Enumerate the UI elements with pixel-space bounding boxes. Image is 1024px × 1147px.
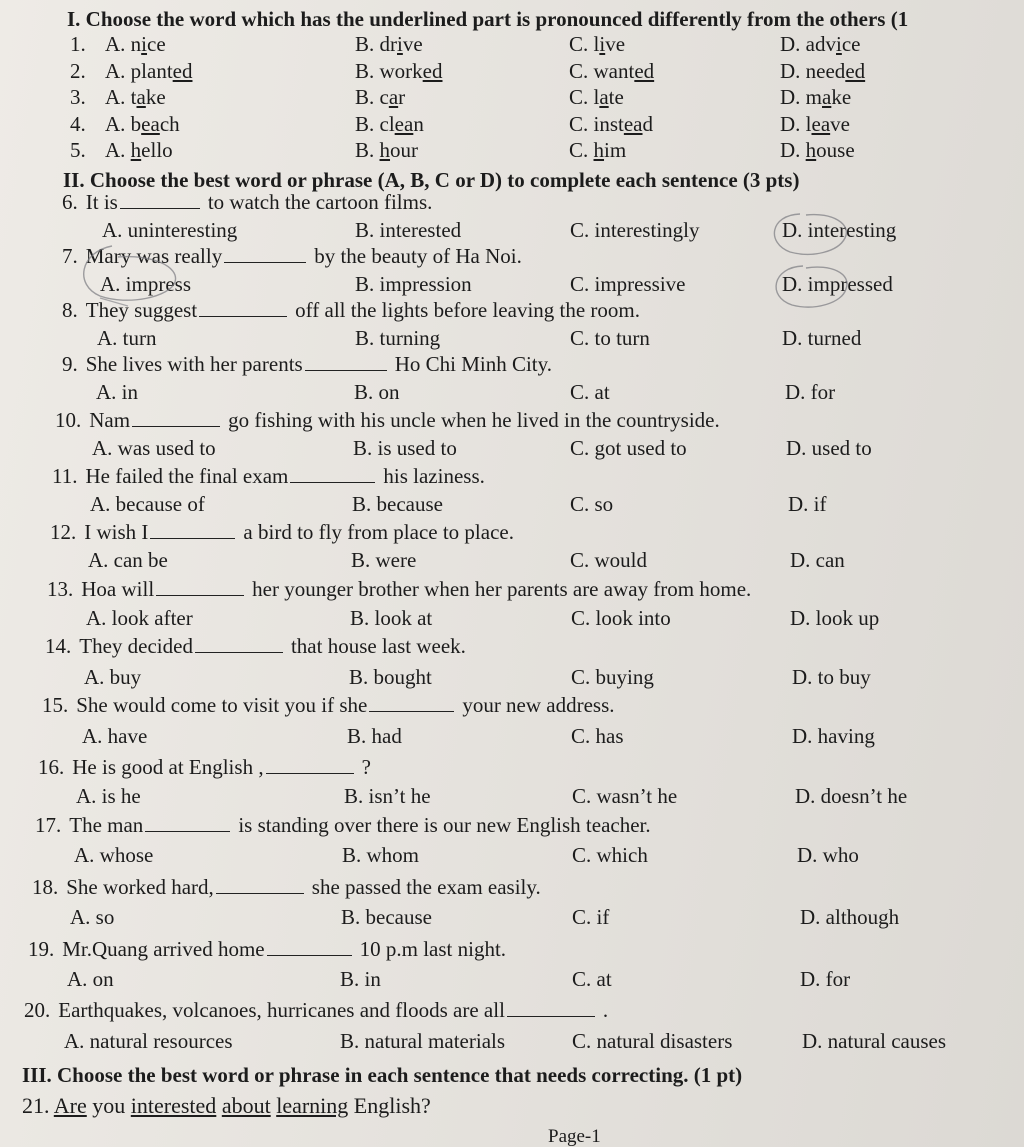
sentence-text: go fishing with his uncle when he lived in the countryside. [228,408,720,432]
option-text: B. cl [355,112,395,136]
answer-blank[interactable] [266,757,354,774]
page-number: Page-1 [548,1126,601,1147]
option-b[interactable]: B. bought [349,665,432,689]
question-number: 3. [70,85,86,109]
option-a[interactable]: A. impress [100,272,191,296]
underlined-part: a [599,85,609,109]
option-a[interactable]: A. whose [74,843,154,867]
sentence-text: his laziness. [383,464,485,488]
option-d[interactable]: D. having [792,724,875,748]
option-text: C. want [569,59,635,83]
sentence-text: They decided [79,634,193,658]
underlined-part: h [130,138,142,162]
underlined-part: ed [172,59,193,83]
option-text: A. plant [105,59,173,83]
sentence-text: by the beauty of Ha Noi. [314,244,522,268]
question-number: 16. [38,755,65,779]
option-d[interactable] [780,112,850,136]
option-text: ve [402,32,423,56]
option-d[interactable]: D. although [800,905,900,929]
sentence-text: you [92,1093,126,1118]
option-a[interactable] [105,138,173,162]
option-c[interactable]: C. has [571,724,624,748]
answer-blank[interactable] [199,300,287,317]
option-d[interactable]: D. turned [782,326,862,350]
sentence-text: ? [361,755,371,779]
option-text: B. c [355,85,389,109]
option-text: ce [841,32,861,56]
option-b[interactable] [355,138,418,162]
underlined-word-b: interested [130,1093,217,1118]
option-c[interactable]: C. impressive [570,272,686,296]
option-a[interactable]: A. natural resources [64,1029,233,1053]
option-a[interactable] [105,59,192,83]
sentence-text: The man [69,813,144,837]
option-text: d [642,112,654,136]
underlined-part: ed [634,59,655,83]
option-a[interactable]: A. can be [88,548,168,572]
option-text: A. n [105,32,142,56]
underlined-part: h [379,138,391,162]
question-number: 14. [45,634,72,658]
question-number: 12. [50,520,77,544]
sentence-text: your new address. [462,693,615,717]
option-c[interactable]: C. would [570,548,648,572]
option-a[interactable]: A. have [82,724,148,748]
option-b[interactable]: B. interested [355,218,462,242]
question-number: 20. [24,998,51,1022]
question-number: 2. [70,59,86,83]
sentence-text: I wish I [84,520,149,544]
question-number: 6. [62,190,78,214]
sentence-text: to watch the cartoon films. [207,190,433,214]
option-text: n [413,112,424,136]
option-a[interactable] [105,85,166,109]
sentence-text: It is [85,190,118,214]
option-a[interactable]: A. uninteresting [102,218,238,242]
option-b[interactable] [355,112,424,136]
option-c[interactable]: C. natural disasters [572,1029,733,1053]
option-a[interactable] [105,32,166,56]
underlined-part: a [388,85,399,109]
option-b[interactable] [355,32,423,56]
option-a[interactable] [105,112,180,136]
underlined-word-d: learning [276,1093,349,1118]
option-text: A. t [105,85,137,109]
option-d[interactable]: D. if [788,492,827,516]
option-c[interactable] [569,112,653,136]
option-text: C. l [569,85,600,109]
option-c[interactable]: C. which [572,843,648,867]
option-a[interactable]: A. on [67,967,114,991]
option-a[interactable]: A. because of [90,492,205,516]
option-d[interactable] [780,59,865,83]
option-b[interactable]: B. whom [342,843,420,867]
sentence-text: She worked hard, [66,875,214,899]
option-c[interactable] [569,138,626,162]
question-number: 11. [52,464,78,488]
option-b[interactable] [355,85,405,109]
sentence-text: her younger brother when her parents are away from home. [252,577,752,601]
option-d[interactable]: D. can [790,548,845,572]
option-text: ch [159,112,180,136]
answer-blank[interactable] [120,192,200,209]
question-number: 9. [62,352,78,376]
question-number: 18. [32,875,59,899]
option-text: our [390,138,419,162]
exam-page: I. Choose the word which has the underlined part is pronounced differently from the others (1 1. A. nice B. drive C. live D. advice 2. A. planted B. worked C. wanted D. needed 3. A. take B. car C. late D. make 4. A. beach B. clean C. instead D. leave 5. A. hello B. hour C. him D. house II. Choose the best word or phrase (A, B, C or D) to complete each sentence (3 pts) 6. It is to watch the cartoon films. A. uninteresting B. interested C. interestingly D. interesting 7. Mary was really by the beauty of Ha Noi. A. impress B. impression C. impressive D. impressed 8. They suggest off all the lights before leaving the room. A. turn B. turning C. to turn D. turned 9. She lives with her parents Ho Chi Minh City. A. in B. on C. at D. for 10. Nam go fishing with his uncle when he lived in the countryside. A. was used to B. is used to C. got used to D. used to 11. He failed the final exam his laziness. A. because of B. because C. so D. if 12. I wish I a bird to fly from place to place. A. can be B. were C. would D. can 13. Hoa will her younger brother when her parents are away from home. A. look after B. look at C. look into D. look up 14. They decided that house last week. A. buy B. bought C. buying D. to buy 15. She would come to visit you if she your new address. A. have B. had C. has D. having 16. He is good at English , ? A. is he B. isn’t he C. wasn’t he D. doesn’t he 17. The man is standing over there is our new English teacher. A. whose B. whom C. which D. who 18. She worked hard, she passed the exam easily. A. so B. because C. if D. although 19. Mr.Quang arrived home 10 p.m last night. A. on B. in C. at D. for 20. Earthquakes, volcanoes, hurricanes and floods are all . A. natural resources B. natural materials C. natural disasters D. natural causes III. Choose the best word or phrase in each sentence that needs correcting. (1 pt) 21. Are you interested about learning English? Page-1 [0,0,1024,1147]
sentence-text: She would come to visit you if she [76,693,368,717]
option-b[interactable]: B. turning [355,326,441,350]
underlined-part: ea [141,112,160,136]
option-text: C. inst [569,112,624,136]
option-c[interactable]: C. so [570,492,614,516]
sentence-text: Nam [89,408,131,432]
option-text: ve [830,112,850,136]
underlined-word-c: about [221,1093,271,1118]
option-b[interactable]: B. in [340,967,381,991]
answer-blank[interactable] [290,466,375,483]
underlined-part: i [397,32,403,56]
sentence-text: He failed the final exam [85,464,289,488]
option-c[interactable]: C. at [572,967,612,991]
option-text: B. work [355,59,423,83]
question-number: 4. [70,112,86,136]
option-text: r [398,85,406,109]
option-c[interactable] [569,59,654,83]
option-d[interactable] [780,32,861,56]
option-d[interactable]: D. for [785,380,836,404]
option-text: ke [831,85,852,109]
option-d[interactable]: D. impressed [782,272,893,296]
option-c[interactable]: C. got used to [570,436,687,460]
option-c[interactable]: C. buying [571,665,654,689]
sentence-text: off all the lights before leaving the room. [295,298,641,322]
option-b[interactable]: B. were [351,548,417,572]
answer-blank[interactable] [216,877,304,894]
answer-blank[interactable] [507,1000,595,1017]
option-d[interactable]: D. used to [786,436,872,460]
option-text: B. [355,138,380,162]
option-text: im [604,138,627,162]
answer-blank[interactable] [156,579,244,596]
option-text: D. m [780,85,822,109]
sentence-text: Hoa will [81,577,155,601]
underlined-part: i [599,32,606,56]
option-c[interactable]: C. look into [571,606,671,630]
sentence-text: She lives with her parents [85,352,303,376]
underlined-part: ea [623,112,643,136]
option-text: ke [145,85,166,109]
option-b[interactable]: B. look at [350,606,433,630]
option-b[interactable]: B. natural materials [340,1029,506,1053]
option-d[interactable]: D. doesn’t he [795,784,908,808]
option-b[interactable]: B. because [352,492,443,516]
sentence-text: a bird to fly from place to place. [243,520,514,544]
sentence-text: is standing over there is our new English teacher. [238,813,651,837]
option-b[interactable]: B. is used to [353,436,457,460]
option-text: A. b [105,112,142,136]
question-number: 7. [62,244,78,268]
sentence-text: that house last week. [290,634,466,658]
option-b[interactable]: B. had [347,724,402,748]
sentence-text: Mr.Quang arrived home [62,937,265,961]
question-number: 1. [70,32,86,56]
option-text: D. need [780,59,846,83]
underlined-part: ed [845,59,866,83]
option-text: C. [569,138,594,162]
question-number: 21. [22,1093,50,1118]
option-b[interactable] [355,59,443,83]
option-a[interactable]: A. is he [76,784,141,808]
option-text: te [608,85,624,109]
question-number: 17. [35,813,62,837]
option-c[interactable]: C. if [572,905,610,929]
option-b[interactable]: B. isn’t he [344,784,431,808]
option-d[interactable]: D. to buy [792,665,871,689]
option-a[interactable]: A. turn [97,326,157,350]
sentence-text: she passed the exam easily. [311,875,541,899]
option-text: D. [780,138,806,162]
underlined-word-a: Are [53,1093,87,1118]
option-b[interactable]: B. because [341,905,432,929]
option-text: ello [141,138,173,162]
sentence-text: Earthquakes, volcanoes, hurricanes and floods are all [58,998,505,1022]
option-text: ve [605,32,626,56]
sentence-text: Mary was really [85,244,223,268]
option-d[interactable] [780,138,855,162]
answer-blank[interactable] [267,939,352,956]
option-d[interactable] [780,85,851,109]
option-d[interactable]: D. for [800,967,851,991]
option-a[interactable]: A. in [96,380,138,404]
sentence-text: He is good at English , [72,755,264,779]
option-text: A. [105,138,131,162]
underlined-part: h [593,138,605,162]
answer-blank[interactable] [195,636,283,653]
option-a[interactable]: A. look after [86,606,193,630]
option-text: B. dr [355,32,397,56]
sentence-text: They suggest [85,298,198,322]
option-d[interactable]: D. interesting [782,218,897,242]
underlined-part: i [141,32,148,56]
option-text: ce [147,32,166,56]
sentence-text: English? [353,1093,431,1118]
question-number: 15. [42,693,69,717]
option-text: D. adv [780,32,836,56]
option-text: ouse [816,138,855,162]
sentence-text: 10 p.m last night. [359,937,507,961]
question-number: 8. [62,298,78,322]
option-c[interactable]: C. to turn [570,326,650,350]
question-number: 13. [47,577,74,601]
answer-blank[interactable] [132,410,220,427]
underlined-part: ea [811,112,831,136]
option-a[interactable]: A. was used to [92,436,216,460]
question-number: 5. [70,138,86,162]
question-number: 10. [55,408,82,432]
answer-blank[interactable] [369,695,454,712]
answer-blank[interactable] [305,354,387,371]
option-a[interactable]: A. so [70,905,115,929]
question-number: 19. [28,937,55,961]
underlined-part: i [836,32,842,56]
option-c[interactable] [569,85,624,109]
answer-blank[interactable] [145,815,230,832]
underlined-part: a [822,85,832,109]
underlined-part: ed [422,59,443,83]
answer-blank[interactable] [150,522,235,539]
option-b[interactable]: B. impression [355,272,472,296]
option-text: D. l [780,112,812,136]
sentence-text: Ho Chi Minh City. [394,352,553,376]
option-a[interactable]: A. buy [84,665,142,689]
answer-blank[interactable] [224,246,306,263]
option-d[interactable]: D. who [797,843,859,867]
option-text: C. l [569,32,600,56]
underlined-part: ea [394,112,414,136]
option-d[interactable]: D. look up [790,606,880,630]
option-c[interactable]: C. at [570,380,610,404]
option-c[interactable]: C. interestingly [570,218,700,242]
option-d[interactable]: D. natural causes [802,1029,947,1053]
option-c[interactable]: C. wasn’t he [572,784,678,808]
underlined-part: h [805,138,817,162]
option-c[interactable] [569,32,625,56]
option-b[interactable]: B. on [354,380,400,404]
underlined-part: a [136,85,146,109]
sentence-text: . [602,998,609,1022]
